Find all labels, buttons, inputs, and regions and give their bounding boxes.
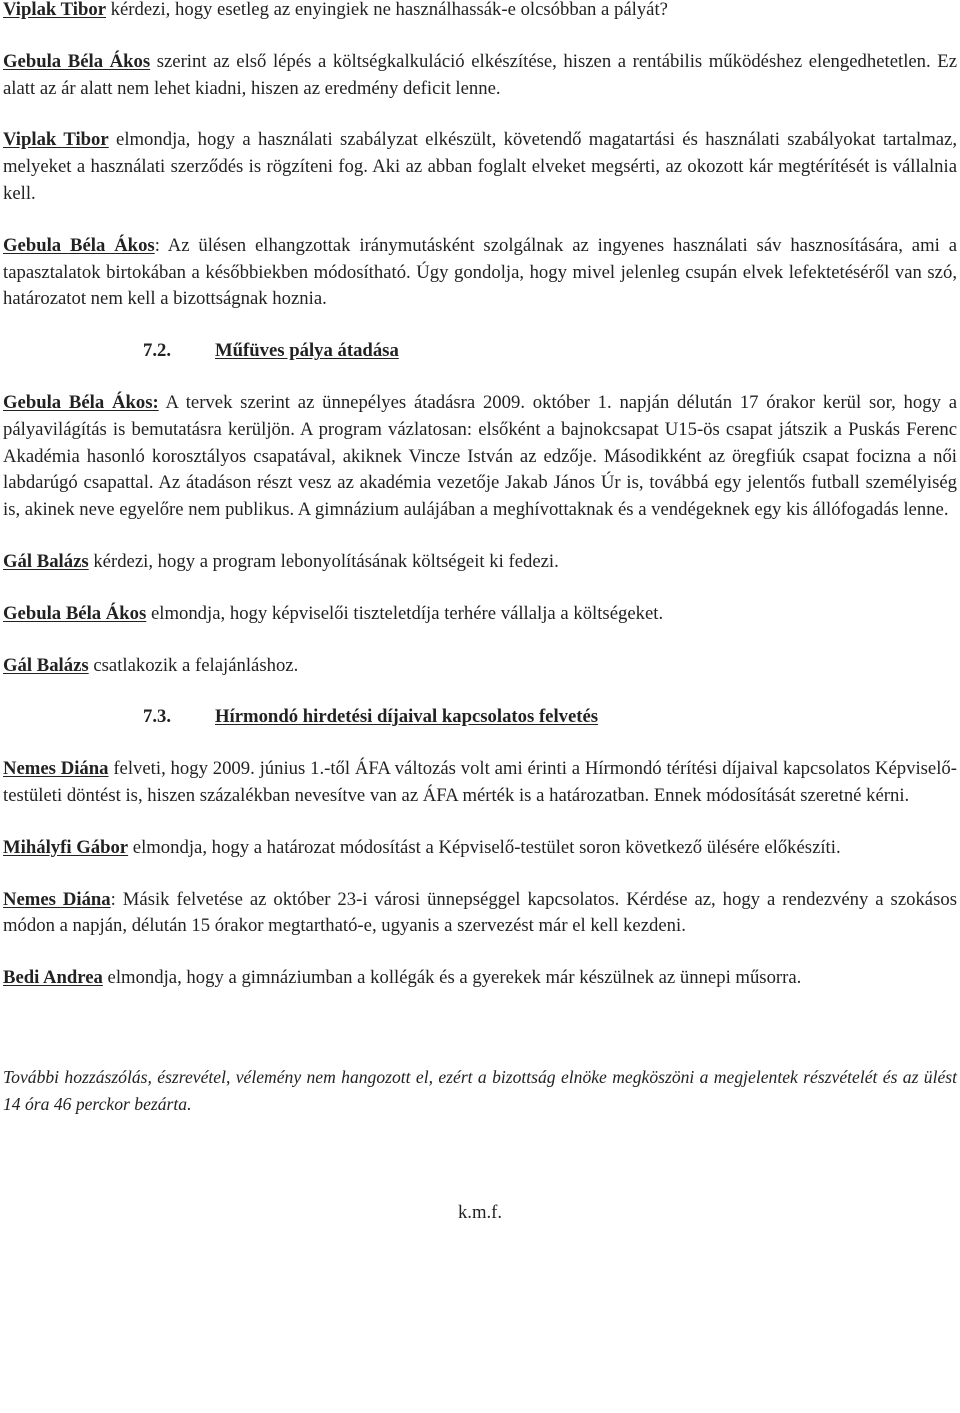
speaker-name: Nemes Diána <box>3 888 111 910</box>
paragraph-nemes-celebration <box>3 887 957 941</box>
speaker-name: Gebula Béla Ákos: <box>3 391 159 413</box>
paragraph-text: : Másik felvetése az október 23-i városi ünnepséggel kapcsolatos. Kérdése az, hogy a rendezvény a szokásos módon a napján, délután 15 órakor megtartható-e, ugyanis a szervezést már el kell kezdeni. <box>3 888 957 937</box>
paragraph-text: elmondja, hogy a használati szabályzat elkészült, követendő magatartási és használati szabályokat tartalmaz, melyeket a használati szerződés is rögzíteni fog. Aki az abban foglalt elveket megsérti, az okozott kár megtérítését is vállalnia kell. <box>3 129 958 204</box>
speaker-name: Gebula Béla Ákos <box>3 602 147 624</box>
paragraph-text: elmondja, hogy a határozat módosítást a Képviselő-testület soron következő ülésére előkészíti. <box>128 836 841 858</box>
paragraph-text: felveti, hogy 2009. június 1.-től ÁFA változás volt ami érinti a Hírmondó térítési díjaival kapcsolatos Képviselő-testületi döntést is, hiszen százalékban nevesítve van az ÁFA mérték is a határozatban. Ennek módosítását szeretné kérni. <box>3 758 957 806</box>
speaker-name: Gál Balázs <box>3 654 89 676</box>
document-page <box>3 0 957 1227</box>
paragraph-text: csatlakozik a felajánláshoz. <box>88 654 299 676</box>
speaker-name: Mihályfi Gábor <box>3 836 129 858</box>
paragraph-nemes-vat <box>3 756 957 810</box>
paragraph-viplak-question <box>3 0 957 24</box>
paragraph-text: A tervek szerint az ünnepélyes átadásra 2009. október 1. napján délután 17 órakor kerül sor, hogy a pályavilágítás is bemutatásra kerüljön. A program vázlatosan: elsőként a bajnokcsapat U15-ös csapat játszik a Puskás Ferenc Akadémia hasonló korosztályos csapatával, akiknek Vincze István az edzője. Másodikként az öregfiúk csapat focizna a női labdarúgó csapattal. Az átadáson részt vesz az akadémia vezetője Jakab János Úr is, továbbá egy jelentős futball személyiség is, akinek neve egyelőre nem publikus. A gimnázium aulájában a meghívottaknak és a vendégeknek egy kis állófogadás lenne. <box>3 391 957 521</box>
paragraph-viplak-rules <box>3 127 957 207</box>
paragraph-gebula-guidance <box>3 233 957 313</box>
closing-statement: További hozzászólás, észrevétel, vélemény nem hangozott el, ezért a bizottság elnöke megköszöni a megjelentek részvételét és az ülést 14 óra 46 perckor bezárta. <box>3 1066 957 1114</box>
paragraph-gebula-handover <box>3 390 957 524</box>
paragraph-text: : Az ülésen elhangzottak iránymutásként szolgálnak az ingyenes használati sáv hasznosítására, ami a tapasztalatok birtokában a későbbiekben módosítható. Úgy gondolja, hogy mivel jelenleg csupán elvek lefektetéséről van szó, határozatot nem kell a bizottságnak hoznia. <box>3 234 957 310</box>
paragraph-bedi-response <box>3 965 957 992</box>
speaker-name: Gebula Béla Ákos <box>3 234 155 256</box>
paragraph-text: szerint az első lépés a költségkalkuláció elkészítése, hiszen a rentábilis működéshez elengedhetetlen. Ez alatt az ár alatt nem lehet kiadni, hiszen az eredmény deficit lenne. <box>3 50 957 99</box>
paragraph-mihalyfi-response <box>3 835 957 862</box>
section-title: Műfüves pálya átadása <box>215 340 399 362</box>
paragraph-gebula-costs <box>3 601 957 628</box>
paragraph-gebula-cost <box>3 49 957 103</box>
speaker-name: Nemes Diána <box>3 758 109 780</box>
paragraph-gal-joins <box>3 653 957 680</box>
section-number: 7.2. <box>143 340 172 362</box>
speaker-name: Viplak Tibor <box>3 0 106 20</box>
speaker-name: Gebula Béla Ákos <box>3 50 151 72</box>
speaker-name: Viplak Tibor <box>3 129 109 151</box>
paragraph-text: kérdezi, hogy a program lebonyolításának költségeit ki fedezi. <box>88 550 559 572</box>
section-title: Hírmondó hirdetési díjaival kapcsolatos felvetés <box>215 706 599 728</box>
section-number: 7.3. <box>143 706 172 728</box>
section-heading-7-2 <box>3 338 957 365</box>
paragraph-gal-question <box>3 549 957 576</box>
footer-kmf: k.m.f. <box>457 1201 503 1223</box>
section-heading-7-3 <box>3 704 957 731</box>
speaker-name: Bedi Andrea <box>3 967 103 989</box>
paragraph-text: elmondja, hogy képviselői tiszteletdíja terhére vállalja a költségeket. <box>146 602 664 624</box>
paragraph-text: kérdezi, hogy esetleg az enyingiek ne használhassák-e olcsóbban a pályát? <box>106 0 668 20</box>
paragraph-text: elmondja, hogy a gimnáziumban a kollégák és a gyerekek már készülnek az ünnepi műsorra. <box>102 967 802 989</box>
speaker-name: Gál Balázs <box>3 550 89 572</box>
